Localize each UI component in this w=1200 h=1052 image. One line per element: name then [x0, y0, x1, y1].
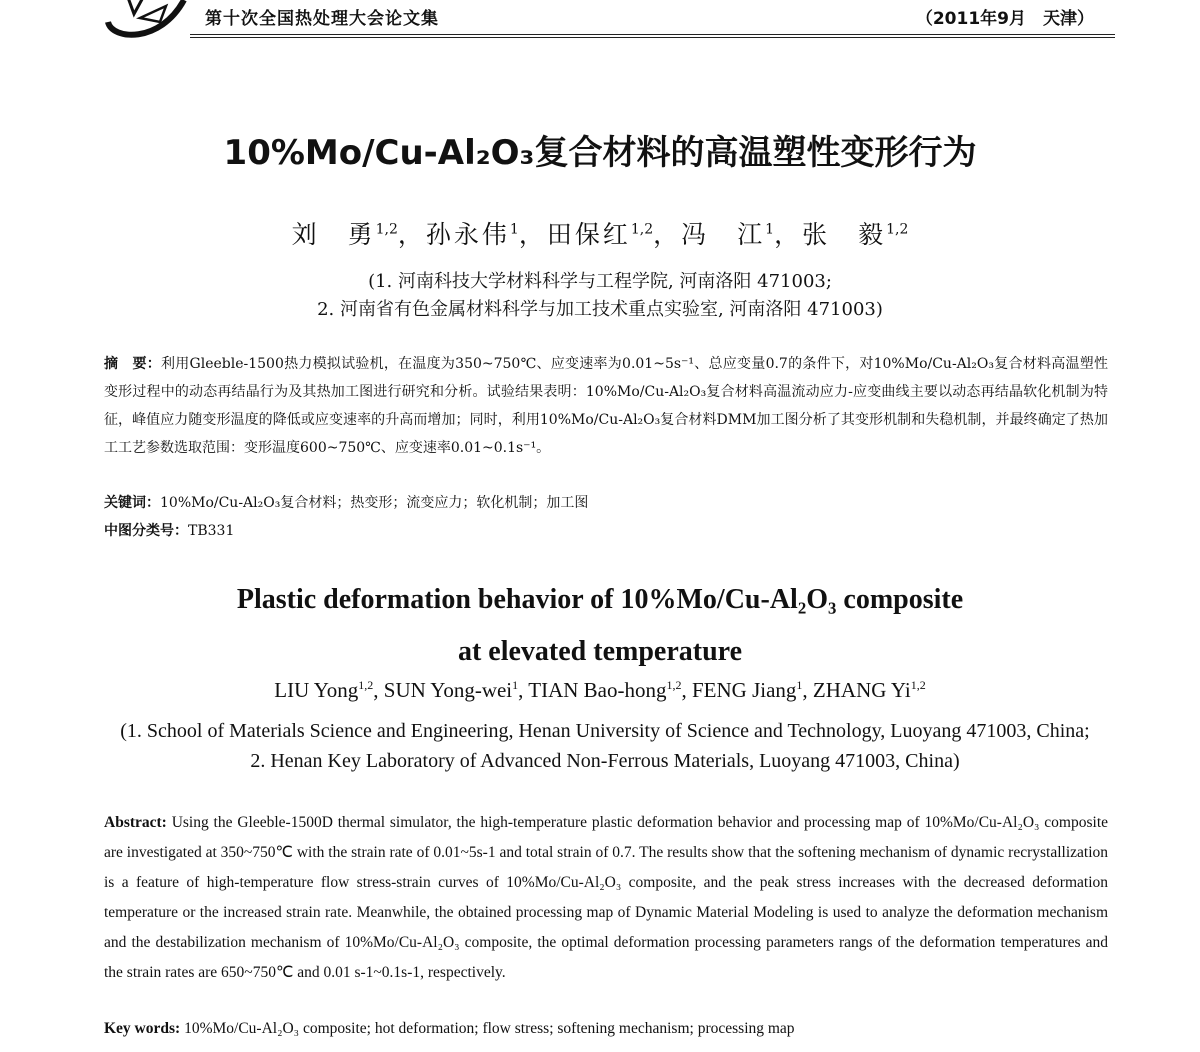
author-name-en: FENG Jiang [692, 678, 797, 702]
keywords-cn [104, 492, 588, 512]
author-name-cn: 孙永伟 [425, 220, 510, 249]
author-affil-mark: 1 [509, 221, 519, 238]
author-name-cn: 冯 江 [681, 220, 766, 249]
author-name-cn: 刘 勇 [291, 220, 376, 249]
conference-name: 第十次全国热处理大会论文集 [205, 9, 439, 29]
abstract-text-en: Using the Gleeble-1500D thermal simulator, the high-temperature plastic deformation behavior and processing map of 10%Mo/Cu-Al₂O₃ composite are investigated at 350~750℃ with the strain rate of 0.01~5s-1 and total strain of 0.7. The results show that the softening mechanism of dynamic recrystallization is a feature of high-temperature flow stress-strain curves of 10%Mo/Cu-Al₂O₃ composite, and the peak stress increases with the decreased deformation temperature or the increased strain rate. Meanwhile, the obtained processing map of Dynamic Material Modeling is used to analyze the deformation mechanism and the destabilization mechanism of 10%Mo/Cu-Al₂O₃ composite, the optimal deformation processing parameters rangs of the deformation temperatures and the strain rates are 650~750℃ and 0.01 s-1~0.1s-1, respectively. [104, 814, 1109, 981]
conference-logo-icon [100, 0, 192, 42]
author-affil-mark: 1 [512, 678, 519, 692]
paper-title-cn: 10%Mo/Cu-Al₂O₃复合材料的高温塑性变形行为 [223, 133, 977, 173]
author-list-en: LIU Yong$^{1,2}$, SUN Yong-wei$^1$, TIAN Bao-hong$^{1,2}$, FENG Jiang$^1$, ZHANG Yi$^{1,2}$ [274, 678, 926, 702]
keywords-text-en: 10%Mo/Cu-Al₂O₃ composite; hot deformation; flow stress; softening mechanism; processing map [184, 1020, 795, 1037]
keywords-en [104, 1020, 795, 1038]
abstract-cn [104, 350, 1108, 462]
affiliation-line: (1. 河南科技大学材料科学与工程学院, 河南洛阳 471003; [368, 271, 832, 292]
author-affil-mark: 1,2 [630, 221, 654, 238]
author-affil-mark: 1,2 [666, 678, 682, 692]
classification-label-cn: 中图分类号： [104, 523, 188, 539]
author-name-en: LIU Yong [274, 678, 359, 702]
keywords-label-cn: 关键词： [104, 495, 160, 511]
conference-date: （2011年9月 天津） [915, 9, 1094, 29]
author-list-cn: 刘 勇$^{1,2}$，孙永伟$^1$，田保红$^{1,2}$，冯 江$^1$，张 毅$^{1,2}$ [291, 220, 909, 249]
author-name-en: TIAN Bao-hong [528, 678, 667, 702]
keywords-text-cn: 10%Mo/Cu-Al₂O₃复合材料；热变形；流变应力；软化机制；加工图 [160, 495, 589, 511]
affiliations-cn [0, 268, 1200, 324]
classification-code: TB331 [188, 523, 235, 539]
author-affil-mark: 1,2 [910, 678, 926, 692]
abstract-en [104, 808, 1108, 988]
affiliation-line: (1. School of Materials Science and Engineering, Henan University of Science and Technology, Luoyang 471003, China; [120, 720, 1090, 742]
author-name-cn: 张 毅 [802, 220, 887, 249]
abstract-text-cn: 利用Gleeble-1500热力模拟试验机，在温度为350~750℃、应变速率为0.01~5s⁻¹、总应变量0.7的条件下，对10%Mo/Cu-Al₂O₃复合材料高温塑性变形过程中的动态再结晶行为及其热加工图进行研究和分析。试验结果表明：10%Mo/Cu-Al₂O₃复合材料高温流动应力-应变曲线主要以动态再结晶软化机制为特征，峰值应力随变形温度的降低或应变速率的升高而增加；同时，利用10%Mo/Cu-Al₂O₃复合材料DMM加工图分析了其变形机制和失稳机制，并最终确定了热加工工艺参数选取范围：变形温度600~750℃、应变速率0.01~0.1s⁻¹。 [104, 356, 1109, 456]
author-name-cn: 田保红 [546, 220, 631, 249]
author-affil-mark: 1,2 [375, 221, 398, 238]
affiliation-line: 2. 河南省有色金属材料科学与加工技术重点实验室, 河南洛阳 471003) [317, 299, 883, 320]
header-divider [190, 34, 1115, 38]
author-affil-mark: 1,2 [358, 678, 374, 692]
abstract-label-cn: 摘 要： [104, 356, 162, 372]
author-name-en: ZHANG Yi [812, 678, 911, 702]
title-en-line1: Plastic deformation behavior of 10%Mo/Cu-Al₂O₃ composite [236, 584, 964, 615]
keywords-label-en: Key words: [104, 1020, 181, 1037]
classification-cn [104, 520, 234, 540]
author-name-en: SUN Yong-wei [383, 678, 513, 702]
author-affil-mark: 1,2 [886, 221, 909, 238]
affiliations-en [110, 716, 1100, 776]
abstract-label-en: Abstract: [104, 814, 167, 831]
affiliation-line: 2. Henan Key Laboratory of Advanced Non-Ferrous Materials, Luoyang 471003, China) [250, 750, 960, 772]
author-affil-mark: 1 [765, 221, 775, 238]
title-en-line2: at elevated temperature [457, 636, 743, 667]
paper-title-en [0, 574, 1200, 678]
author-affil-mark: 1 [796, 678, 803, 692]
page-header [0, 0, 1200, 44]
